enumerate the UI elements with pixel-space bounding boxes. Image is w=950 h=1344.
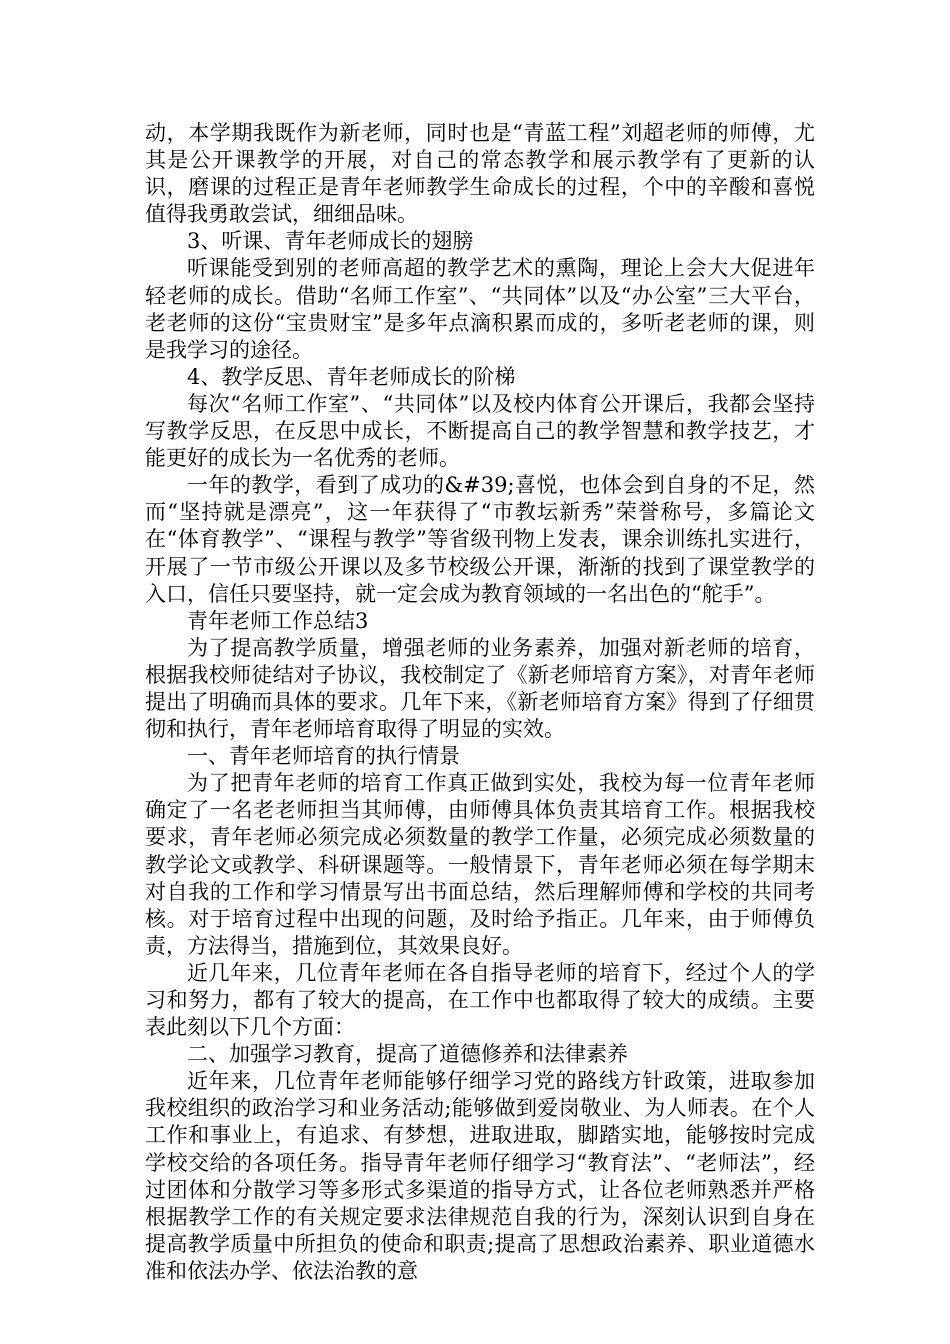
- body-paragraph: 一年的教学，看到了成功的&#39;喜悦，也体会到自身的不足，然而“坚持就是漂亮”，这一年获得了“市教坛新秀”荣誉称号，多篇论文在“体育教学”、“课程与教学”等省级刊物上发表，课余训练扎实进行，开展了一节市级公开课以及多节校级公开课，渐渐的找到了课堂教学的入口，信任只要坚持，就一定会成为教育领域的一名出色的“舵手”。: [145, 473, 815, 606]
- body-paragraph: 动，本学期我既作为新老师，同时也是“青蓝工程”刘超老师的师傅，尤其是公开课教学的开展，对自己的常态教学和展示教学有了更新的认识，磨课的过程正是青年老师教学生命成长的过程，个中的辛酸和喜悦值得我勇敢尝试，细细品味。: [145, 121, 815, 227]
- section-heading: 3、听课、青年老师成长的翅膀: [187, 229, 474, 254]
- section-heading: 4、教学反思、青年老师成长的阶梯: [187, 364, 516, 389]
- body-paragraph: 每次“名师工作室”、“共同体”以及校内体育公开课后，我都会坚持写教学反思，在反思中成长，不断提高自己的教学智慧和教学技艺，才能更好的成长为一名优秀的老师。: [145, 391, 815, 471]
- body-paragraph: 为了提高教学质量，增强老师的业务素养，加强对新老师的培育，根据我校师徒结对子协议，我校制定了《新老师培育方案》，对青年老师提出了明确而具体的要求。几年下来，《新老师培育方案》得到了仔细贯彻和执行，青年老师培育取得了明显的实效。: [145, 635, 815, 742]
- body-paragraph: 听课能受到别的老师高超的教学艺术的熏陶，理论上会大大促进年轻老师的成长。借助“名师工作室”、“共同体”以及“办公室”三大平台，老老师的这份“宝贵财宝”是多年点滴积累而成的，多听老老师的课，则是我学习的途径。: [145, 256, 815, 362]
- section-heading: 二、加强学习教育，提高了道德修养和法律素养: [187, 1042, 628, 1067]
- body-paragraph: 为了把青年老师的培育工作真正做到实处，我校为每一位青年老师确定了一名老老师担当其师傅，由师傅具体负责其培育工作。根据我校要求，青年老师必须完成必须数量的教学工作量，必须完成必须数量的教学论文或教学、科研课题等。一般情景下，青年老师必须在每学期末对自我的工作和学习情景写出书面总结，然后理解师傅和学校的共同考核。对于培育过程中出现的问题，及时给予指正。几年来，由于师傅负责，方法得当，措施到位，其效果良好。: [145, 771, 815, 958]
- section-heading: 青年老师工作总结3: [187, 608, 369, 633]
- document-body: [145, 120, 815, 1285]
- body-paragraph: 近几年来，几位青年老师在各自指导老师的培育下，经过个人的学习和努力，都有了较大的提高，在工作中也都取得了较大的成绩。主要表此刻以下几个方面：: [145, 960, 815, 1040]
- section-heading: 一、青年老师培育的执行情景: [187, 744, 460, 769]
- body-paragraph: 近年来，几位青年老师能够仔细学习党的路线方针政策，进取参加我校组织的政治学习和业务活动;能够做到爱岗敬业、为人师表。在个人工作和事业上，有追求、有梦想，进取进取，脚踏实地，能够按时完成学校交给的各项任务。指导青年老师仔细学习“教育法”、“老师法”，经过团体和分散学习等多形式多渠道的指导方式，让各位老师熟悉并严格根据教学工作的有关规定要求法律规范自我的行为，深刻认识到自身在提高教学质量中所担负的使命和职责;提高了思想政治素养、职业道德水准和依法办学、依法治教的意: [145, 1069, 815, 1283]
